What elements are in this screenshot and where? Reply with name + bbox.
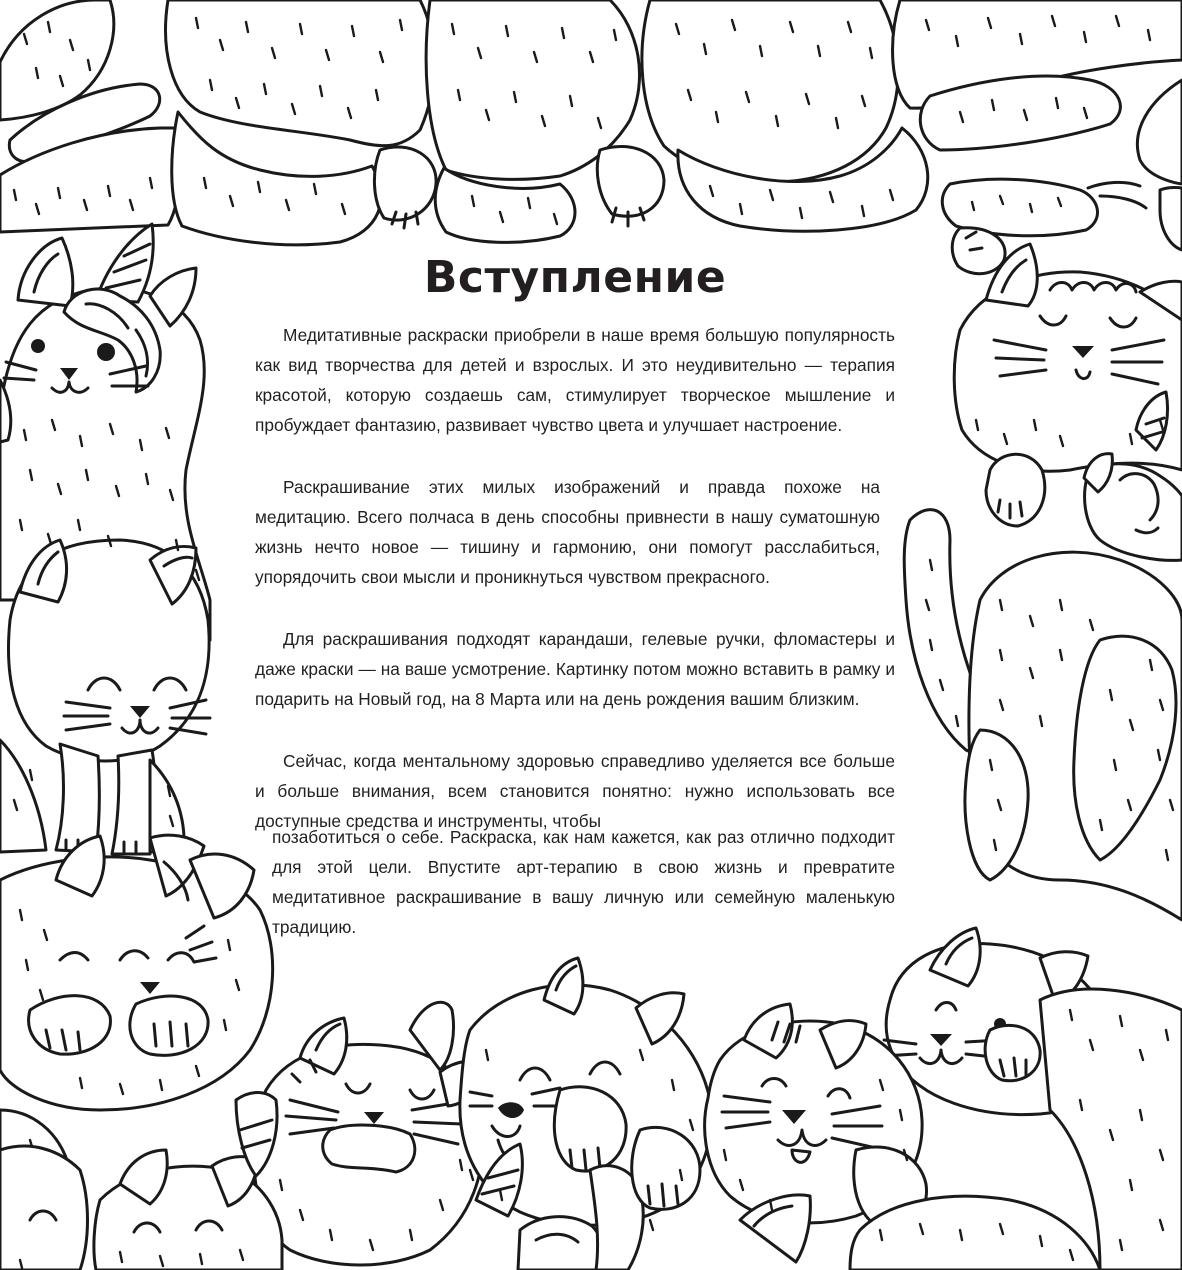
intro-paragraph-4-part-2: позаботиться о себе. Раскраска, как нам кажется, как раз отлично подходит для этой цели. Впустите арт-терапию в свою жизнь и превратите медитативное раскрашивание в вашу личную или семейную маленькую традицию. — [272, 827, 895, 937]
intro-paragraph-3: Для раскрашивания подходят карандаши, гелевые ручки, фломастеры и даже краски — на ваше усмотрение. Картинку потом можно вставить в рамку и подарить на Новый год, на 8 Марта или на день рождения вашим близким. — [255, 629, 895, 709]
left-cats-column — [0, 224, 273, 1270]
top-cats-band — [0, 0, 1182, 274]
right-cats-column — [884, 244, 1182, 1270]
intro-paragraph-1: Медитативные раскраски приобрели в наше время большую популярность как вид творчества для детей и взрослых. И это неудивительно — терапия красотой, которую создаешь сам, стимулирует творческое мышление и пробуждает фантазию, развивает чувство цвета и улучшает настроение. — [255, 325, 895, 435]
intro-paragraph-4-part-1: Сейчас, когда ментальному здоровью справедливо уделяется все больше и больше внимания, всем становится понятно: нужно использовать все доступные средства и инструменты, чтобы — [255, 751, 895, 831]
intro-paragraph-2: Раскрашивание этих милых изображений и правда похоже на медитацию. Всего полчаса в день способны привнести в нашу суматошную жизнь нечто новое — тишину и гармонию, они помогут расслабиться, упорядочить свои мысли и проникнуться чувством прекрасного. — [255, 477, 880, 587]
page-title: Вступление — [423, 252, 727, 303]
